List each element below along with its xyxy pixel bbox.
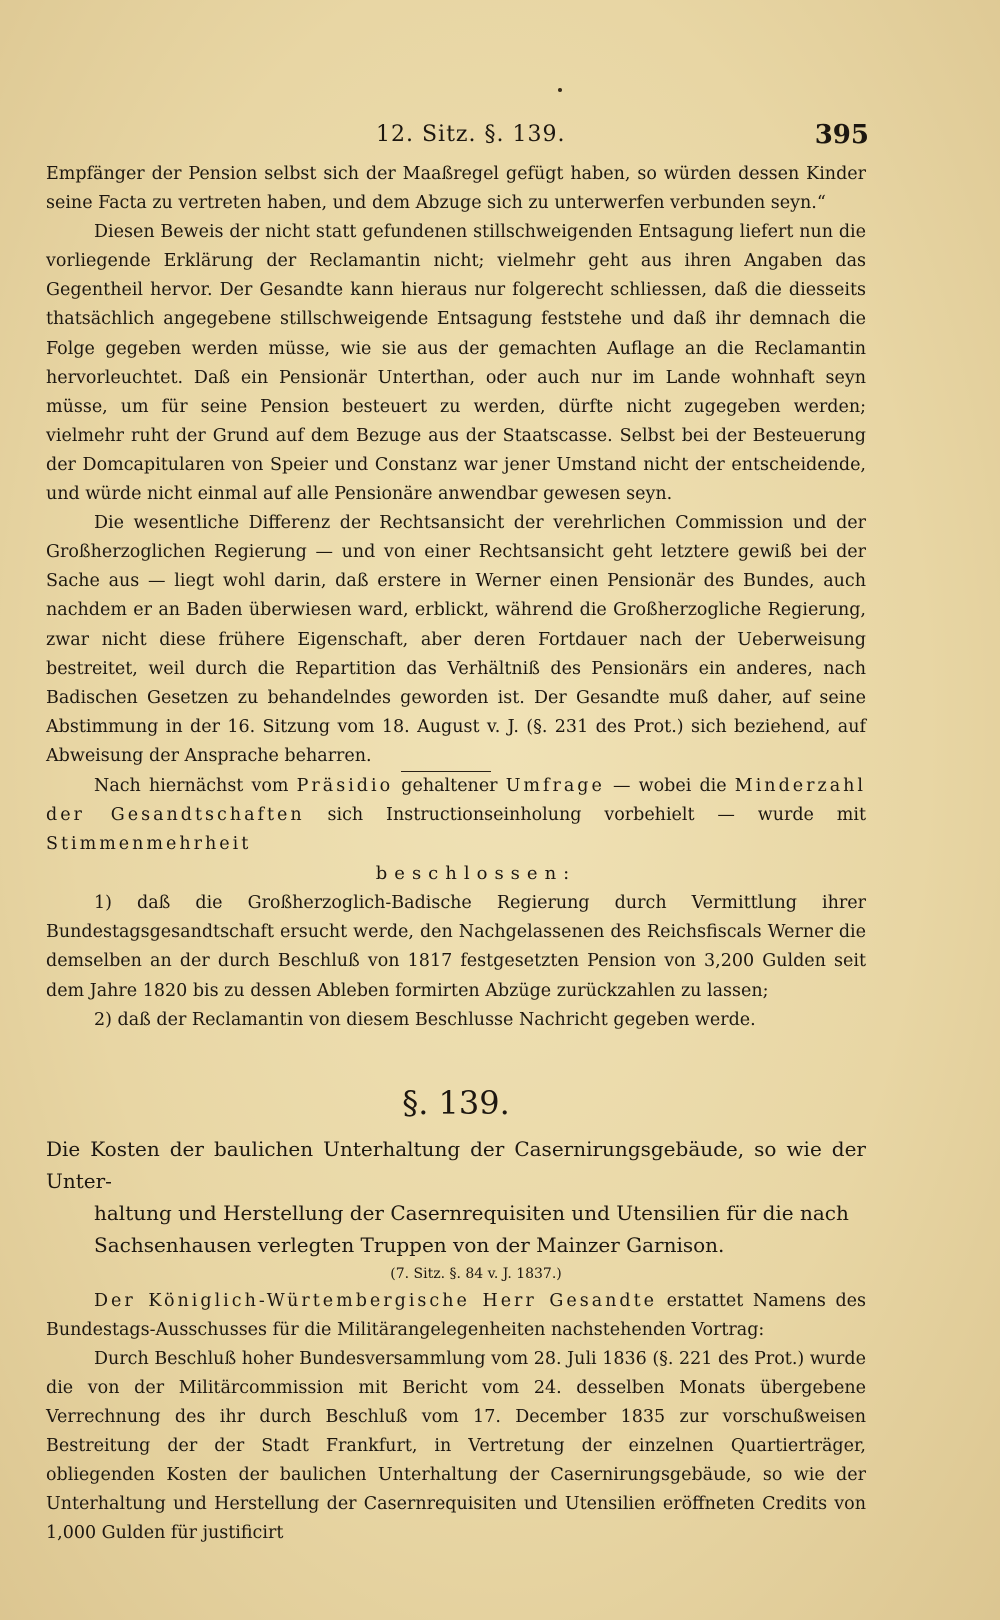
section-title-line: Die Kosten der baulichen Unterhaltung der Casernirungsgebäude, so wie der Unter- [46,1136,866,1193]
section-number: §. 139. [402,1083,510,1122]
paragraph: Empfänger der Pension selbst sich der Maaßregel gefügt haben, so würden dessen Kinder seine Facta zu vertreten haben, und dem Abzuge sich zu unterwerfen verbunden seyn.“ [46,164,866,214]
umfrage-text: Nach hiernächst vom [94,775,297,796]
speaker: Der Königlich-Würtembergische Herr Gesandte [94,1290,658,1311]
section-title [46,1133,866,1261]
page-number: 395 [814,120,869,150]
minderzahl-term: Minderzahl der Gesandtschaften [46,775,867,826]
praesidio-term: Präsidio [296,775,394,796]
report-intro-text: erstattet Namens des Bundestags-Ausschusses für die Militärangelegenheiten nachstehenden Vortrag: [46,1290,866,1340]
umfrage-term: Umfrage [505,775,605,796]
paragraph: Diesen Beweis der nicht statt gefundenen stillschweigenden Entsagung liefert nun die vorliegende Erklärung der Reclamantin nicht; vielmehr geht aus ihren Angaben das Gegentheil hervor. Der Gesandte kann hieraus nur folgerecht schliessen, daß die diesseits thatsächlich angegebene stillschweigende Entsagung feststehe und daß ihr demnach die Folge gegeben werden müsse, wie sie aus der gemachten Auflage an die Reclamantin hervorleuchtet. Daß ein Pensionär Unterthan, oder auch nur im Lande wohnhaft seyn müsse, um für seine Pension besteuert zu werden, dürfte nicht zugegeben werden; vielmehr ruht der Grund auf dem Bezuge aus der Staatscasse. Selbst bei der Besteuerung der Domcapitularen von Speier und Constanz war jener Umstand nicht der entscheidende, und würde nicht einmal auf alle Pensionäre anwendbar gewesen seyn. [46,222,866,505]
section-title-line: Sachsenhausen verlegten Truppen von der Mainzer Garnison. [94,1232,725,1257]
paragraph: Die wesentliche Differenz der Rechtsansicht der verehrlichen Commission und der Großherzoglichen Regierung — und von einer Rechtsansicht geht letztere gewiß bei der Sache aus — liegt wohl darin, daß erstere in Werner einen Pensionär des Bundes, auch nachdem er an Baden überwiesen ward, erblickt, während die Großherzogliche Regierung, zwar nicht diese frühere Eigenschaft, aber deren Fortdauer nach der Ueberweisung bestreitet, weil durch die Repartition das Verhältniß des Pensionärs ein anderes, nach Badischen Gesetzen zu behandelndes geworden ist. Der Gesandte muß daher, auf seine Abstimmung in der 16. Sitzung vom 18. August v. J. (§. 231 des Prot.) sich beziehend, auf Abweisung der Ansprache beharren. [46,513,866,766]
umfrage-text: — wobei die [604,775,735,796]
beschlossen-heading: beschlossen: [375,863,577,885]
section-title-line: haltung und Herstellung der Casernrequisiten und Utensilien für die nach [94,1200,849,1225]
report-body: Durch Beschluß hoher Bundesversammlung vom 28. Juli 1836 (§. 221 des Prot.) wurde die von der Militärcommission mit Bericht vom 24. desselben Monats übergebene Verrechnung des ihr durch Beschluß vom 17. December 1835 zur vorschußweisen Bestreitung der der Stadt Frankfurt, in Vertretung der einzelnen Quartierträger, obliegenden Kosten der baulichen Unterhaltung der Casernirungsgebäude, so wie der Unterhaltung und Herstellung der Casernrequisiten und Utensilien eröffneten Credits von 1,000 Gulden für justificirt [46,1348,866,1544]
text-body [46,160,866,1549]
report-intro [46,1287,866,1345]
print-speck [558,88,562,92]
umfrage-text: sich Instructionseinholung vorbehielt — wurde mit [304,805,866,826]
resolution-item: 2) daß der Reclamantin von diesem Beschlusse Nachricht gegeben werde. [94,1009,756,1030]
stimmenmehrheit-term: Stimmenmehrheit [46,834,252,855]
section-reference: (7. Sitz. §. 84 v. J. 1837.) [390,1265,562,1282]
umfrage-text: gehaltener [393,775,506,796]
running-header [46,120,869,154]
running-title: 12. Sitz. §. 139. [376,122,566,147]
umfrage-paragraph [46,772,866,859]
resolution-item: 1) daß die Großherzoglich-Badische Regierung durch Vermittlung ihrer Bundestagsgesandtschaft ersucht werde, den Nachgelassenen des Reichsfiscals Werner die demselben an der durch Beschluß von 1817 festgesetzten Pension von 3,200 Gulden seit dem Jahre 1820 bis zu dessen Ableben formirten Abzüge zurückzahlen zu lassen; [46,893,866,1001]
